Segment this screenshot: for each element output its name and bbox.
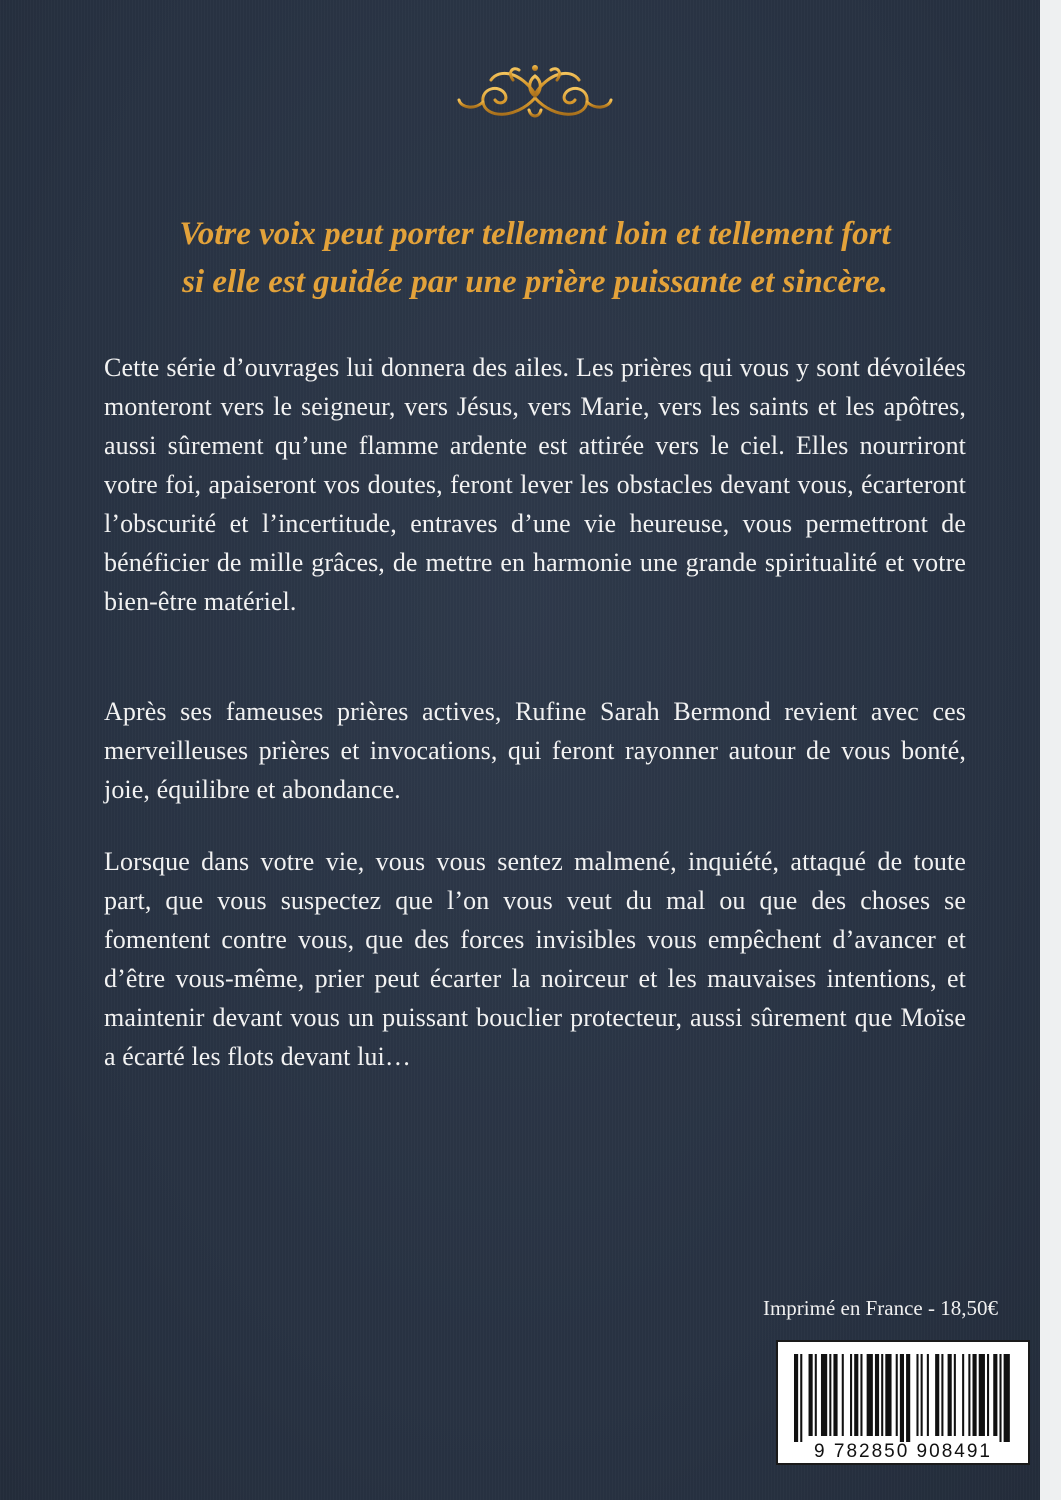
tagline-line-1: Votre voix peut porter tellement loin et tellement fort <box>179 216 891 252</box>
barcode-digits: 9 782850 908491 <box>814 1441 992 1462</box>
barcode-bar <box>875 1354 879 1436</box>
barcode-bar <box>794 1354 798 1442</box>
barcode-bar <box>854 1354 858 1436</box>
barcode-bar <box>833 1354 837 1436</box>
barcode-bar <box>935 1354 939 1436</box>
paragraph-1: Cette série d’ouvrages lui donnera des ailes. Les prières qui vous y sont dévoilées monteront vers le seigneur, vers Jésus, vers Marie, vers les saints et les apôtres, aussi sûrement qu’une flamme ardente est attirée vers le ciel. Elles nourriront votre foi, apaiseront vos doutes, feront lever les obstacles devant vous, écarteront l’obscurité et l’incertitude, entraves d’une vie heureuse, vous permettront de bénéficier de mille grâces, de mettre en harmonie une grande spiritualité et votre bien-être matériel. <box>104 353 966 616</box>
barcode-bar <box>927 1354 929 1436</box>
ornament-icon <box>395 58 675 128</box>
barcode <box>776 1340 1030 1465</box>
barcode-bar <box>921 1354 923 1436</box>
barcode-bar <box>900 1354 904 1442</box>
tagline-line-2: si elle est guidée par une prière puissante et sincère. <box>182 264 888 300</box>
imprint-price: Imprimé en France - 18,50€ <box>762 1296 998 1320</box>
barcode-bar <box>941 1354 943 1436</box>
barcode-bar <box>993 1354 997 1436</box>
barcode-bar <box>800 1354 802 1442</box>
barcode-bar <box>954 1354 956 1436</box>
barcode-bar <box>885 1354 891 1436</box>
barcode-bar <box>821 1354 827 1436</box>
barcode-bar <box>850 1354 852 1436</box>
barcode-bar <box>860 1354 862 1436</box>
barcode-bar <box>815 1354 817 1436</box>
barcode-bar <box>1004 1354 1010 1442</box>
paragraph-3: Lorsque dans votre vie, vous vous sentez malmené, inquiété, attaqué de toute part, que vous suspectez que l’on vous veut du mal ou que des choses se fomentent contre vous, que des forces invisibles vous empêchent d’avancer et d’être vous-même, prier peut écarter la noirceur et les mauvaises intentions, et maintenir devant vous un puissant bouclier protecteur, aussi sûrement que Moïse a écarté les flots devant lui… <box>104 847 966 1071</box>
barcode-bar <box>867 1354 873 1436</box>
barcode-bar <box>829 1354 831 1436</box>
barcode-bar <box>948 1354 952 1436</box>
barcode-bar <box>972 1354 976 1436</box>
barcode-bars-icon <box>794 1354 1014 1442</box>
barcode-bar <box>979 1354 985 1436</box>
barcode-bar <box>842 1354 844 1436</box>
tagline <box>70 210 1000 306</box>
barcode-bar <box>906 1354 910 1442</box>
barcode-bar <box>809 1354 813 1436</box>
paragraph-2: Après ses fameuses prières actives, Rufine Sarah Bermond revient avec ces merveilleuses prières et invocations, qui feront rayonner autour de vous bonté, joie, équilibre et abondance. <box>104 697 966 804</box>
barcode-bar <box>987 1354 989 1436</box>
barcode-bar <box>962 1354 964 1436</box>
barcode-bar <box>999 1354 1001 1442</box>
barcode-bar <box>968 1354 970 1436</box>
barcode-bar <box>881 1354 883 1436</box>
barcode-bar <box>916 1354 918 1436</box>
barcode-bar <box>896 1354 898 1436</box>
